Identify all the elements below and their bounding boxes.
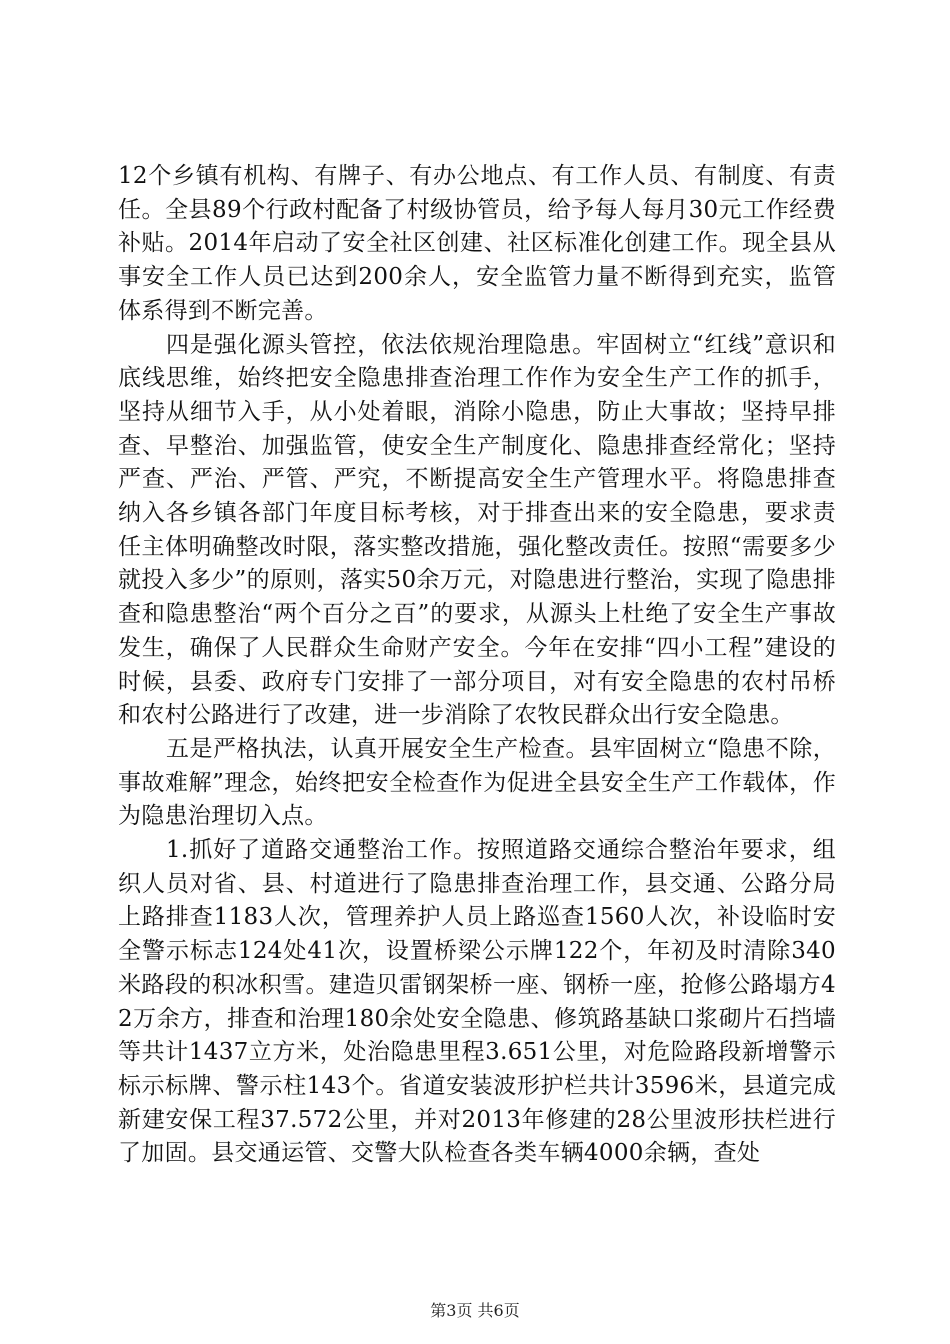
page-footer: [0, 1298, 950, 1321]
paragraph-3: 五是严格执法，认真开展安全生产检查。县牢固树立“隐患不除，事故难解”理念，始终把安全检查作为促进全县安全生产工作载体，作为隐患治理切入点。: [118, 735, 836, 830]
paragraph-2: 四是强化源头管控，依法依规治理隐患。牢固树立“红线”意识和底线思维，始终把安全隐患排查治理工作作为安全生产工作的抓手，坚持从细节入手，从小处着眼，消除小隐患，防止大事故；坚持早排查、早整治、加强监管，使安全生产制度化、隐患排查经常化；坚持严查、严治、严管、严究，不断提高安全生产管理水平。将隐患排查纳入各乡镇各部门年度目标考核，对于排查出来的安全隐患，要求责任主体明确整改时限，落实整改措施，强化整改责任。按照“需要多少就投入多少”的原则，落实50余万元，对隐患进行整治，实现了隐患排查和隐患整治“两个百分之百”的要求，从源头上杜绝了安全生产事故发生，确保了人民群众生命财产安全。今年在安排“四小工程”建设的时候，县委、政府专门安排了一部分项目，对有安全隐患的农村吊桥和农村公路进行了改建，进一步消除了农牧民群众出行安全隐患。: [118, 331, 836, 729]
paragraph-1: 12个乡镇有机构、有牌子、有办公地点、有工作人员、有制度、有责任。全县89个行政村配备了村级协管员，给予每人每月30元工作经费补贴。2014年启动了安全社区创建、社区标准化创建工作。现全县从事安全工作人员已达到200余人，安全监管力量不断得到充实，监管体系得到不断完善。: [118, 163, 836, 324]
document-body: [118, 160, 836, 1171]
paragraph-4: 1.抓好了道路交通整治工作。按照道路交通综合整治年要求，组织人员对省、县、村道进行了隐患排查治理工作，县交通、公路分局上路排查1183人次，管理养护人员上路巡查1560人次，补设临时安全警示标志124处41次，设置桥梁公示牌122个，年初及时清除340米路段的积冰积雪。建造贝雷钢架桥一座、钢桥一座，抢修公路塌方42万余方，排查和治理180余处安全隐患、修筑路基缺口浆砌片石挡墙等共计1437立方米，处治隐患里程3.651公里，对危险路段新增警示标示标牌、警示柱143个。省道安装波形护栏共计3596米，县道完成新建安保工程37.572公里，并对2013年修建的28公里波形扶栏进行了加固。县交通运管、交警大队检查各类车辆4000余辆，查处: [118, 837, 836, 1167]
page-number-text: 第3页 共6页: [430, 1301, 520, 1320]
